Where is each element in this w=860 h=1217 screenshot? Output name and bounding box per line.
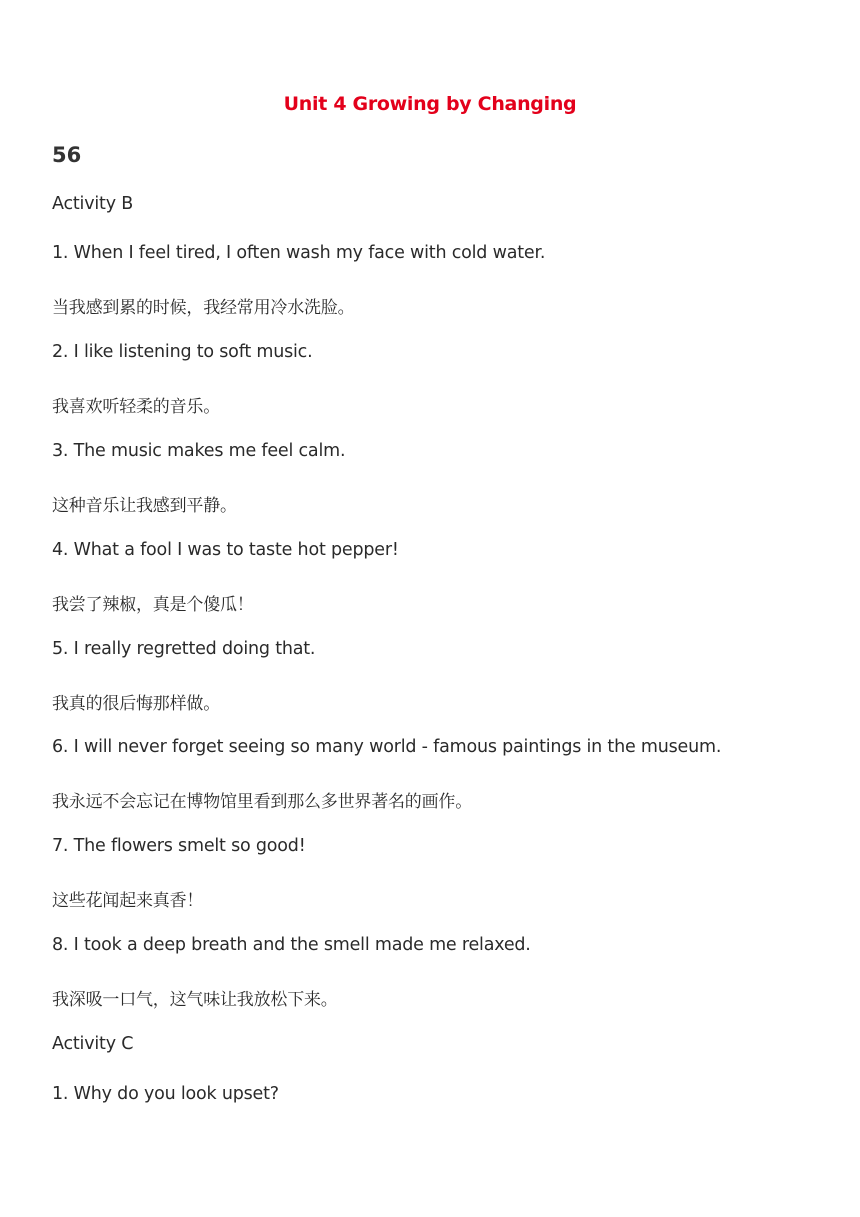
- chinese-translation: 这种音乐让我感到平静。: [52, 496, 237, 516]
- chinese-translation: 这些花闻起来真香！: [52, 891, 204, 911]
- english-sentence: 1. Why do you look upset?: [52, 1084, 279, 1104]
- chinese-translation: 我深吸一口气，这气味让我放松下来。: [52, 990, 338, 1010]
- section-heading-activity-b: Activity B: [52, 194, 134, 214]
- chinese-translation: 我永远不会忘记在博物馆里看到那么多世界著名的画作。: [52, 792, 472, 812]
- chinese-translation: 我喜欢听轻柔的音乐。: [52, 397, 220, 417]
- chinese-translation: 当我感到累的时候，我经常用冷水洗脸。: [52, 298, 355, 318]
- chinese-translation: 我真的很后悔那样做。: [52, 694, 220, 714]
- english-sentence: 7. The flowers smelt so good!: [52, 836, 306, 856]
- english-sentence: 5. I really regretted doing that.: [52, 639, 316, 659]
- english-sentence: 4. What a fool I was to taste hot pepper!: [52, 540, 399, 560]
- page-title: Unit 4 Growing by Changing: [283, 93, 577, 115]
- english-sentence: 3. The music makes me feel calm.: [52, 441, 346, 461]
- english-sentence: 1. When I feel tired, I often wash my face with cold water.: [52, 243, 546, 263]
- chinese-translation: 我尝了辣椒，真是个傻瓜！: [52, 595, 254, 615]
- page-number: 56: [52, 143, 82, 167]
- section-heading-activity-c: Activity C: [52, 1034, 134, 1054]
- english-sentence: 2. I like listening to soft music.: [52, 342, 313, 362]
- english-sentence: 8. I took a deep breath and the smell made me relaxed.: [52, 935, 531, 955]
- english-sentence: 6. I will never forget seeing so many world - famous paintings in the museum.: [52, 737, 722, 757]
